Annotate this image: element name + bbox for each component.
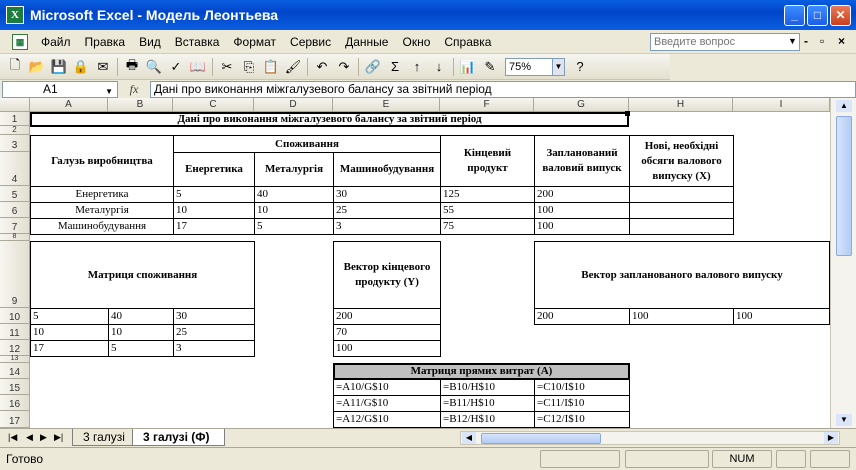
sheet-title[interactable]: Дані про виконання міжгалузевого балансу за звітний період [30, 112, 629, 127]
autosum-icon[interactable]: Σ [390, 59, 400, 74]
print-icon[interactable]: 🖶 [125, 56, 139, 72]
horizontal-scroll-thumb[interactable] [481, 433, 601, 444]
final-product-cell[interactable]: 125 [440, 186, 535, 203]
hyperlink-icon[interactable]: 🔗 [364, 58, 382, 74]
final-vector-cell[interactable]: 200 [333, 308, 441, 325]
scroll-left-icon[interactable]: ◀ [462, 432, 476, 444]
doc-minimize-button[interactable]: - [804, 34, 808, 48]
last-sheet-icon[interactable]: ▶| [54, 432, 64, 442]
help-search-input[interactable] [650, 33, 800, 51]
menu-insert[interactable]: Вставка [174, 34, 220, 49]
direct-costs-cell[interactable]: =C12/I$10 [534, 411, 630, 428]
drawing-icon[interactable]: ✎ [484, 58, 496, 74]
final-product-cell[interactable]: 75 [440, 218, 535, 235]
excel-app-icon: X [6, 6, 24, 24]
final-product-cell[interactable]: 55 [440, 202, 535, 219]
close-button[interactable]: ✕ [830, 5, 851, 26]
select-all-corner[interactable] [0, 98, 30, 112]
consumption-matrix-cell[interactable]: 25 [173, 324, 255, 341]
scroll-down-icon[interactable]: ▼ [836, 414, 852, 426]
title-bar [0, 0, 856, 30]
column-header[interactable]: I [733, 98, 830, 112]
status-panel [810, 450, 850, 468]
direct-costs-cell[interactable]: =C11/I$10 [534, 395, 630, 412]
column-header[interactable]: D [254, 98, 333, 112]
doc-close-button[interactable]: × [838, 34, 846, 48]
row-header[interactable]: 1 [0, 112, 30, 126]
new-output-cell[interactable] [629, 218, 734, 235]
research-icon[interactable]: 📖 [189, 58, 207, 74]
branch-name[interactable]: Машинобудування [30, 218, 174, 235]
planned-vector-title[interactable]: Вектор запланованого валового випуску [534, 241, 830, 309]
branch-name[interactable]: Енергетика [30, 186, 174, 203]
sort-ascending-icon[interactable]: ↑ [413, 59, 421, 74]
consumption-matrix-cell[interactable]: 40 [108, 308, 174, 325]
save-icon[interactable]: 💾 [50, 58, 68, 74]
consumption-matrix-cell[interactable]: 30 [173, 308, 255, 325]
consumption-matrix-cell[interactable]: 10 [108, 324, 174, 341]
format-painter-icon[interactable]: 🖌 [284, 58, 302, 74]
name-box-value: A1 [43, 81, 58, 96]
row-header[interactable]: 7 [0, 218, 30, 234]
row-header[interactable]: 16 [0, 395, 30, 411]
balance-cell[interactable]: 10 [254, 202, 334, 219]
balance-cell[interactable]: 5 [173, 186, 255, 203]
row-header[interactable]: 12 [0, 340, 30, 356]
chart-wizard-icon[interactable]: 📊 [459, 58, 477, 74]
copy-icon[interactable]: ⎘ [243, 58, 255, 74]
menu-view[interactable]: Вид [139, 34, 161, 49]
new-output-header[interactable]: Нові, необхідні обсяги валового випуску (X) [629, 135, 734, 187]
fill-handle[interactable] [625, 111, 630, 116]
direct-costs-cell[interactable]: =B10/H$10 [440, 379, 535, 396]
direct-costs-cell[interactable]: =B11/H$10 [440, 395, 535, 412]
balance-cell[interactable]: 25 [333, 202, 441, 219]
consumption-matrix-cell[interactable]: 10 [30, 324, 109, 341]
zoom-select[interactable]: 75% [505, 58, 553, 76]
window-title: Microsoft Excel - Модель Леонтьева [30, 7, 279, 23]
consumption-matrix-cell[interactable]: 17 [30, 340, 109, 357]
row-header[interactable]: 17 [0, 411, 30, 428]
vertical-scrollbar[interactable] [830, 98, 856, 428]
worksheet-grid[interactable] [0, 98, 856, 428]
planned-vector-cell[interactable]: 100 [629, 308, 734, 325]
row-header[interactable]: 11 [0, 324, 30, 340]
print-preview-icon[interactable]: 🔍 [145, 58, 163, 74]
direct-costs-cell[interactable]: =B12/H$10 [440, 411, 535, 428]
menu-window[interactable]: Окно [402, 34, 431, 49]
scroll-up-icon[interactable]: ▲ [836, 100, 852, 112]
direct-costs-cell[interactable]: =A11/G$10 [333, 395, 441, 412]
toolbar-separator [212, 58, 213, 76]
toolbar-separator [358, 58, 359, 76]
menu-data[interactable]: Данные [345, 34, 389, 49]
open-icon[interactable]: 📂 [28, 58, 46, 74]
planned-output-cell[interactable]: 100 [534, 202, 630, 219]
consumption-matrix-cell[interactable]: 5 [108, 340, 174, 357]
doc-restore-button[interactable]: ▫ [820, 34, 825, 48]
final-vector-title[interactable]: Вектор кінцевого продукту (Y) [333, 241, 441, 309]
minimize-button[interactable]: _ [784, 5, 805, 26]
new-output-cell[interactable] [629, 186, 734, 203]
consumption-header[interactable]: Споживання [173, 135, 441, 153]
permission-icon[interactable]: 🔒 [72, 58, 90, 74]
sheet-tab-3-branches-f[interactable]: 3 галузі (Ф) [132, 429, 225, 446]
balance-cell[interactable]: 17 [173, 218, 255, 235]
row-header[interactable]: 5 [0, 186, 30, 202]
direct-costs-title[interactable]: Матриця прямих витрат (A) [333, 363, 630, 380]
prev-sheet-icon[interactable]: ◀ [26, 432, 33, 442]
balance-cell[interactable]: 10 [173, 202, 255, 219]
sheet-tab-3-branches[interactable]: 3 галузі [72, 429, 140, 446]
standard-toolbar [0, 54, 670, 80]
status-panel [625, 450, 709, 468]
scroll-right-icon[interactable]: ▶ [824, 432, 838, 444]
planned-output-header[interactable]: Запланований валовий випуск [534, 135, 630, 187]
status-text: Готово [6, 452, 44, 466]
direct-costs-cell[interactable]: =A10/G$10 [333, 379, 441, 396]
maximize-button[interactable]: □ [807, 5, 828, 26]
column-header[interactable]: F [440, 98, 534, 112]
menu-tools[interactable]: Сервис [290, 34, 332, 49]
sort-descending-icon[interactable]: ↓ [435, 59, 443, 74]
final-product-header[interactable]: Кінцевий продукт [440, 135, 535, 187]
row-header[interactable]: 10 [0, 308, 30, 324]
column-header[interactable]: H [629, 98, 733, 112]
balance-cell[interactable]: 3 [333, 218, 441, 235]
status-panel [540, 450, 620, 468]
planned-vector-cell[interactable]: 100 [733, 308, 830, 325]
balance-cell[interactable]: 30 [333, 186, 441, 203]
final-vector-cell[interactable]: 100 [333, 340, 441, 357]
insert-function-icon[interactable]: fx [129, 81, 139, 96]
new-icon[interactable]: 🗋 [9, 56, 21, 72]
row-header[interactable]: 6 [0, 202, 30, 218]
column-header[interactable]: C [173, 98, 254, 112]
row-header[interactable]: 9 [0, 241, 30, 308]
next-sheet-icon[interactable]: ▶ [40, 432, 47, 442]
branch-header[interactable]: Галузь виробництва [30, 135, 174, 187]
column-header[interactable]: A [30, 98, 108, 112]
row-header[interactable]: 14 [0, 363, 30, 379]
toolbar-separator [307, 58, 308, 76]
column-header[interactable]: G [534, 98, 629, 112]
column-header[interactable]: B [108, 98, 173, 112]
menu-help[interactable]: Справка [444, 34, 492, 49]
vertical-scroll-thumb[interactable] [836, 116, 852, 256]
num-lock-indicator: NUM [712, 450, 772, 468]
row-header[interactable]: 2 [0, 126, 30, 135]
formula-bar [0, 80, 856, 98]
redo-icon[interactable]: ↷ [338, 58, 350, 74]
row-header[interactable]: 4 [0, 152, 30, 186]
menu-format[interactable]: Формат [233, 34, 277, 49]
branch-name[interactable]: Металургія [30, 202, 174, 219]
direct-costs-cell[interactable]: =A12/G$10 [333, 411, 441, 428]
balance-cell[interactable]: 40 [254, 186, 334, 203]
planned-vector-cell[interactable]: 200 [534, 308, 630, 325]
menu-file[interactable]: Файл [41, 34, 71, 49]
horizontal-scrollbar[interactable] [460, 431, 840, 445]
sheet-tab-bar [0, 428, 856, 446]
row-header[interactable]: 15 [0, 379, 30, 395]
cut-icon[interactable]: ✂ [221, 58, 233, 74]
help-icon[interactable]: ? [576, 59, 584, 74]
undo-icon[interactable]: ↶ [316, 58, 328, 74]
sub-header-machinery[interactable]: Машинобудування [333, 152, 441, 187]
document-icon[interactable]: ▦ [12, 34, 28, 50]
sub-header-metallurgy[interactable]: Металургія [254, 152, 334, 187]
first-sheet-icon[interactable]: |◀ [8, 432, 18, 442]
spelling-icon[interactable]: ✓ [170, 58, 182, 74]
sub-header-energy[interactable]: Енергетика [173, 152, 255, 187]
paste-icon[interactable]: 📋 [262, 58, 280, 74]
column-header[interactable]: E [333, 98, 440, 112]
row-header[interactable]: 13 [0, 356, 30, 363]
menu-edit[interactable]: Правка [84, 34, 126, 49]
name-box-dropdown-icon[interactable]: ▼ [105, 86, 113, 96]
row-header[interactable]: 3 [0, 135, 30, 152]
consumption-matrix-title[interactable]: Матриця споживання [30, 241, 255, 309]
direct-costs-cell[interactable]: =C10/I$10 [534, 379, 630, 396]
name-box[interactable] [2, 81, 118, 98]
formula-input[interactable]: Дані про виконання міжгалузевого балансу за звітний період [150, 81, 856, 98]
balance-cell[interactable]: 5 [254, 218, 334, 235]
row-header[interactable]: 8 [0, 234, 30, 241]
status-bar [0, 447, 856, 470]
planned-output-cell[interactable]: 200 [534, 186, 630, 203]
final-vector-cell[interactable]: 70 [333, 324, 441, 341]
consumption-matrix-cell[interactable]: 5 [30, 308, 109, 325]
zoom-dropdown-icon[interactable]: ▼ [553, 58, 565, 76]
help-dropdown-icon[interactable]: ▼ [788, 36, 797, 46]
toolbar-separator [117, 58, 118, 76]
new-output-cell[interactable] [629, 202, 734, 219]
consumption-matrix-cell[interactable]: 3 [173, 340, 255, 357]
status-panel [776, 450, 806, 468]
email-icon[interactable]: ✉ [97, 58, 109, 74]
planned-output-cell[interactable]: 100 [534, 218, 630, 235]
toolbar-separator [453, 58, 454, 76]
